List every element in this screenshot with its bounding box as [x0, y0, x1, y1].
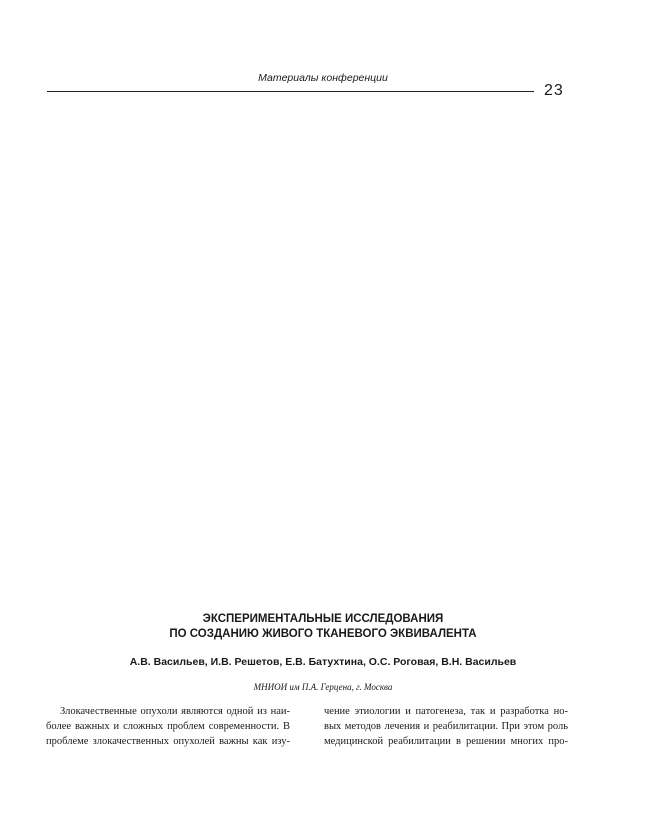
body-line: проблеме злокачественных опухолей важны как изу- — [46, 736, 290, 747]
body-line: Злокачественные опухоли являются одной из наи- — [60, 706, 290, 717]
page-number: 23 — [544, 82, 564, 99]
body-column-right — [324, 704, 568, 749]
article-title — [0, 612, 646, 642]
running-header-title: Материалы конференции — [258, 72, 388, 84]
article-title-line: ЭКСПЕРИМЕНТАЛЬНЫЕ ИССЛЕДОВАНИЯ — [202, 613, 444, 625]
article-affiliation: МНИОИ им П.А. Герцена, г. Москва — [253, 682, 393, 692]
article-title-line: ПО СОЗДАНИЮ ЖИВОГО ТКАНЕВОГО ЭКВИВАЛЕНТА — [169, 628, 477, 640]
body-line: более важных и сложных проблем современности. В — [46, 721, 290, 732]
header-rule — [47, 91, 534, 92]
body-column-left — [46, 704, 290, 749]
article-authors: А.В. Васильев, И.В. Решетов, Е.В. Батухтина, О.С. Роговая, В.Н. Васильев — [129, 656, 517, 668]
body-line: медицинской реабилитации в решении многих про- — [324, 736, 568, 747]
body-line: вых методов лечения и реабилитации. При этом роль — [324, 721, 568, 732]
body-line: чение этиологии и патогенеза, так и разработка но- — [324, 706, 568, 717]
